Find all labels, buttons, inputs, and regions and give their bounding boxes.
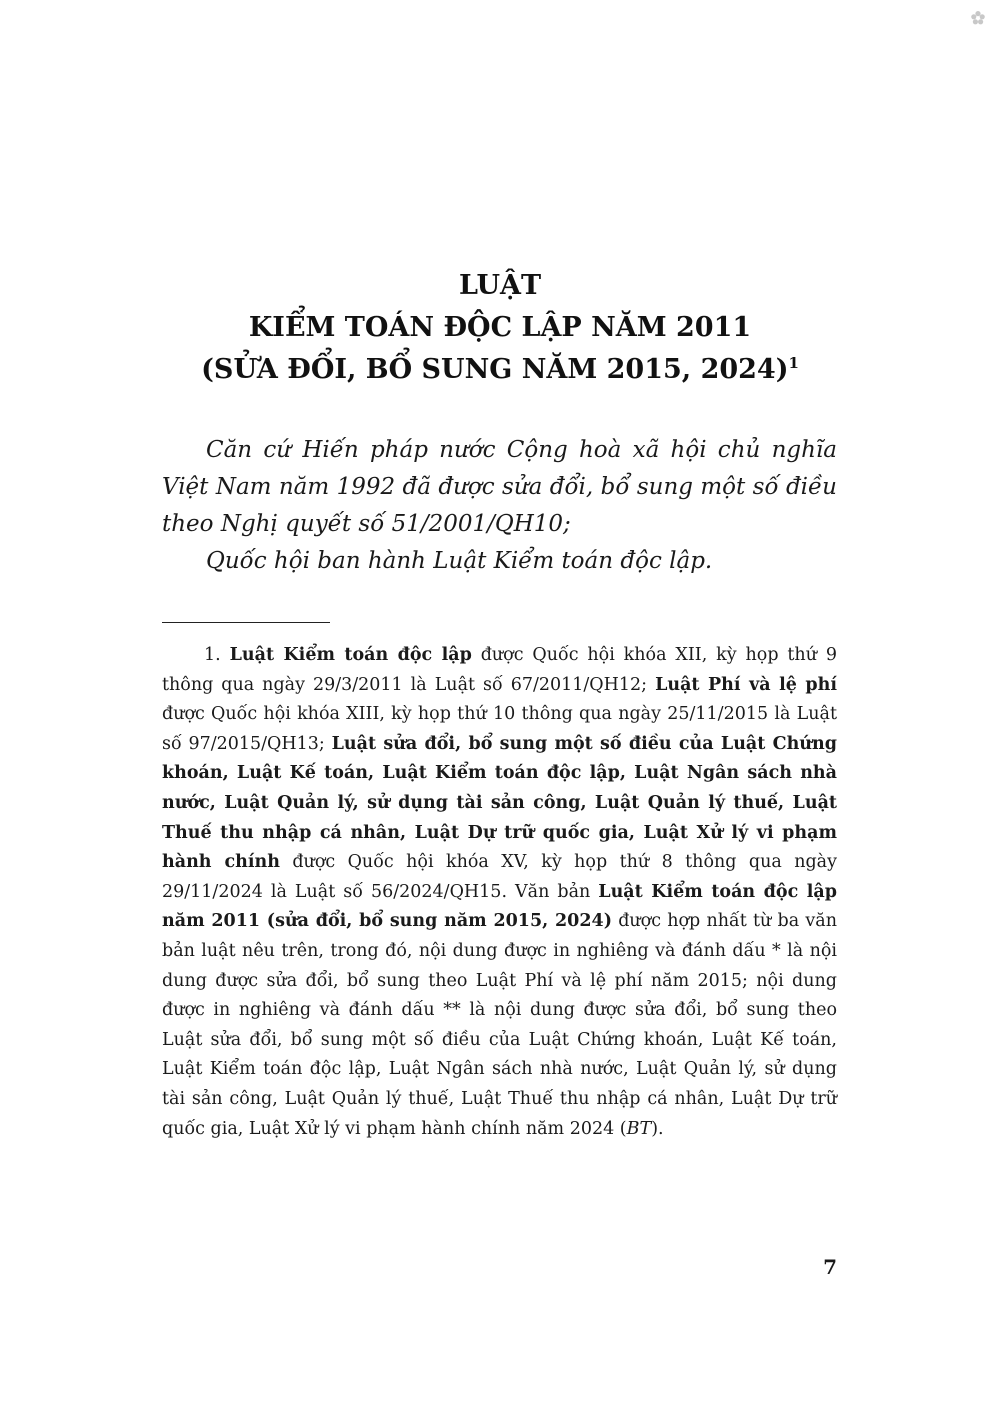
footnote (162, 641, 837, 1144)
preamble-paragraph-1: Căn cứ Hiến pháp nước Cộng hoà xã hội chủ nghĩa Việt Nam năm 1992 đã được sửa đổi, bổ sung một số điều theo Nghị quyết số 51/2001/QH10; (162, 437, 837, 537)
title-line-3-text: (SỬA ĐỔI, BỔ SUNG NĂM 2015, 2024) (201, 354, 789, 385)
footnote-text-bold-7: Luật Kiểm toán độc lập năm 2011 (sửa đổi, bổ sung năm 2015, 2024) (162, 881, 837, 932)
footnote-divider (162, 622, 330, 623)
footnote-text-italic-9: BT (626, 1118, 652, 1139)
footnote-text-8: được hợp nhất từ ba văn bản luật nêu trên, trong đó, nội dung được in nghiêng và đánh dấu * là nội dung được sửa đổi, bổ sung theo Luật Phí và lệ phí năm 2015; nội dung được in nghiêng và đánh dấu ** là nội dung được sửa đổi, bổ sung theo Luật sửa đổi, bổ sung một số điều của Luật Chứng khoán, Luật Kế toán, Luật Kiểm toán độc lập, Luật Ngân sách nhà nước, Luật Quản lý, sử dụng tài sản công, Luật Quản lý thuế, Luật Thuế thu nhập cá nhân, Luật Dự trữ quốc gia, Luật Xử lý vi phạm hành chính năm 2024 ( (162, 911, 837, 1139)
flower-icon (970, 10, 986, 26)
title-line-1: LUẬT (458, 270, 542, 301)
title-line-3 (0, 349, 1000, 391)
footnote-text-bold-3: Luật Phí và lệ phí (655, 674, 837, 695)
preamble (162, 432, 837, 580)
document-title (0, 265, 1000, 391)
footnote-text-6: được Quốc hội khóa XV, kỳ họp thứ 8 thông qua ngày 29/11/2024 là Luật số 56/2024/QH15. Văn bản (162, 852, 837, 902)
footnote-text-4: được Quốc hội khóa XIII, kỳ họp thứ 10 thông qua ngày 25/11/2015 là Luật số 97/2015/QH13; (162, 704, 837, 754)
footnote-text-2: được Quốc hội khóa XII, kỳ họp thứ 9 thông qua ngày 29/3/2011 là Luật số 67/2011/QH12; (162, 645, 837, 695)
footnote-text-10: ). (651, 1118, 664, 1139)
page-number: 7 (823, 1255, 837, 1279)
preamble-paragraph-2: Quốc hội ban hành Luật Kiểm toán độc lập. (206, 548, 713, 574)
title-line-2: KIỂM TOÁN ĐỘC LẬP NĂM 2011 (248, 312, 752, 343)
footnote-text-bold-1: Luật Kiểm toán độc lập (229, 645, 472, 665)
footnote-text-bold-5: Luật sửa đổi, bổ sung một số điều của Luật Chứng khoán, Luật Kế toán, Luật Kiểm toán độc lập, Luật Ngân sách nhà nước, Luật Quản lý, sử dụng tài sản công, Luật Quản lý thuế, Luật Thuế thu nhập cá nhân, Luật Dự trữ quốc gia, Luật Xử lý vi phạm hành chính (162, 733, 837, 873)
footnote-paragraph (162, 641, 837, 1144)
footnote-number: 1. (204, 645, 221, 665)
footnote-reference[interactable]: 1 (788, 354, 799, 372)
